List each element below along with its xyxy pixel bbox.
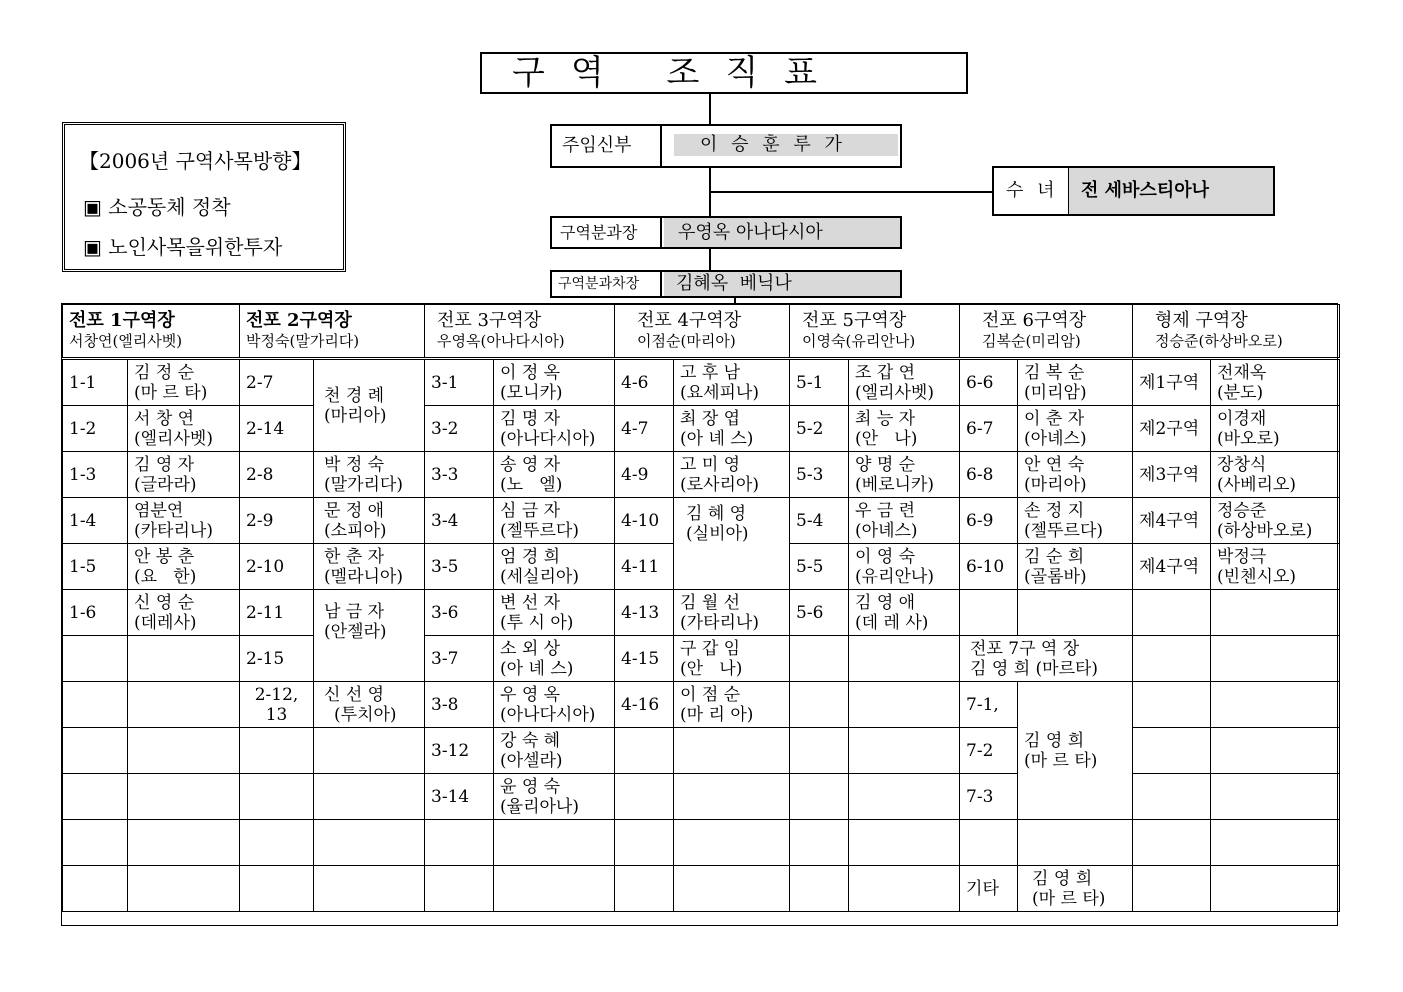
- empty-cell: [494, 820, 615, 866]
- empty-cell: [790, 866, 849, 912]
- chief-role: 구역분과장: [552, 218, 662, 247]
- nun-box: [992, 166, 1275, 216]
- empty-cell: [1211, 866, 1340, 912]
- district-number: 2-15: [240, 636, 314, 682]
- chief-name: 우영옥 아나다시아: [664, 218, 900, 247]
- empty-cell: [674, 728, 790, 774]
- member-cell: 한 춘 자 (멜라니아): [314, 544, 425, 590]
- district-number: 2-11: [240, 590, 314, 636]
- district-number: 7-2: [960, 728, 1018, 774]
- member-cell: 구 갑 임 (안 나): [674, 636, 790, 682]
- member-cell: 신 선 영 (투치아): [314, 682, 425, 728]
- table-row: [63, 498, 1340, 544]
- member-cell: 변 선 자 (투 시 아): [494, 590, 615, 636]
- empty-cell: [790, 682, 849, 728]
- district-number: 4-9: [615, 452, 674, 498]
- district-number: 5-2: [790, 406, 849, 452]
- district-7-header: 전포 7구 역 장 김 영 희 (마르타): [960, 636, 1133, 682]
- page-title: 구역 조직표: [480, 52, 968, 94]
- district-table: [62, 304, 1340, 912]
- empty-cell: [128, 636, 240, 682]
- member-cell: 양 명 순 (베로니카): [849, 452, 960, 498]
- empty-cell: [1211, 590, 1340, 636]
- district-number: 4-11: [615, 544, 674, 590]
- empty-cell: [314, 866, 425, 912]
- empty-cell: [63, 682, 128, 728]
- empty-cell: [849, 820, 960, 866]
- empty-cell: [615, 866, 674, 912]
- member-cell: 박정극 (빈첸시오): [1211, 544, 1340, 590]
- district-number: 4-10: [615, 498, 674, 544]
- district-number: 1-3: [63, 452, 128, 498]
- district-number: 6-7: [960, 406, 1018, 452]
- empty-cell: [63, 774, 128, 820]
- empty-cell: [1211, 820, 1340, 866]
- table-row: [63, 636, 1340, 682]
- district-number: 4-7: [615, 406, 674, 452]
- vice-chief-name: 김혜옥 베닉나: [664, 272, 900, 296]
- empty-cell: [425, 866, 494, 912]
- district-number: 2-9: [240, 498, 314, 544]
- member-cell: 김 순 희 (골롬바): [1018, 544, 1133, 590]
- district-number: 3-8: [425, 682, 494, 728]
- nun-name: 전 세바스티아나: [1068, 168, 1273, 214]
- header-row: [63, 305, 1340, 359]
- empty-cell: [240, 728, 314, 774]
- table-row: [63, 820, 1340, 866]
- district-number: 2-12, 13: [240, 682, 314, 728]
- district-number: 7-1,: [960, 682, 1018, 728]
- connector-line: [709, 94, 711, 124]
- member-cell: 김 월 선 (가타리나): [674, 590, 790, 636]
- district-number: 1-5: [63, 544, 128, 590]
- member-cell: 이 점 순 (마 리 아): [674, 682, 790, 728]
- member-cell: 강 숙 혜 (아셀라): [494, 728, 615, 774]
- district-number: 1-1: [63, 359, 128, 406]
- member-cell: 고 후 남 (요세피나): [674, 359, 790, 406]
- table-row: [63, 774, 1340, 820]
- direction-item: ▣ 노인사목을위한투자: [83, 235, 283, 259]
- empty-cell: [425, 820, 494, 866]
- district-number: 6-8: [960, 452, 1018, 498]
- member-cell: 안 봉 춘 (요 한): [128, 544, 240, 590]
- member-cell: 조 갑 연 (엘리사벳): [849, 359, 960, 406]
- district-number: 3-6: [425, 590, 494, 636]
- member-cell: 윤 영 숙 (율리아나): [494, 774, 615, 820]
- empty-cell: [615, 774, 674, 820]
- connector-line: [734, 297, 736, 304]
- empty-cell: [1211, 774, 1340, 820]
- vice-chief-box: [550, 270, 902, 298]
- member-cell: 김 혜 영 (실비아): [674, 498, 790, 590]
- district-number: 7-3: [960, 774, 1018, 820]
- empty-cell: [1133, 728, 1211, 774]
- empty-cell: [240, 774, 314, 820]
- district-number: 4-13: [615, 590, 674, 636]
- empty-cell: [63, 820, 128, 866]
- empty-cell: [960, 820, 1018, 866]
- empty-cell: [1133, 774, 1211, 820]
- district-number: 4-6: [615, 359, 674, 406]
- member-cell: 김 영 자 (글라라): [128, 452, 240, 498]
- empty-cell: [63, 636, 128, 682]
- chief-box: [550, 216, 902, 249]
- pastor-box: [550, 124, 902, 168]
- district-number: 3-1: [425, 359, 494, 406]
- empty-cell: [63, 866, 128, 912]
- column-header: 전포 3구역장 우영옥(아나다시아): [425, 305, 615, 359]
- direction-item: ▣ 소공동체 정착: [83, 195, 231, 219]
- vice-chief-role: 구역분과차장: [552, 272, 662, 296]
- member-cell: 전재옥 (분도): [1211, 359, 1340, 406]
- member-cell: 이 춘 자 (아녜스): [1018, 406, 1133, 452]
- member-cell: 김 복 순 (미리암): [1018, 359, 1133, 406]
- district-number: 6-10: [960, 544, 1018, 590]
- empty-cell: [63, 728, 128, 774]
- member-cell: 심 금 자 (젤뚜르다): [494, 498, 615, 544]
- direction-box: [62, 122, 346, 272]
- empty-cell: [128, 774, 240, 820]
- empty-cell: [790, 774, 849, 820]
- empty-cell: [790, 728, 849, 774]
- table-row: [63, 682, 1340, 728]
- member-cell: 문 정 애 (소피아): [314, 498, 425, 544]
- member-cell: 천 경 례 (마리아): [314, 359, 425, 452]
- member-cell: 박 정 숙 (말가리다): [314, 452, 425, 498]
- district-number: 4-16: [615, 682, 674, 728]
- member-cell: 이경재 (바오로): [1211, 406, 1340, 452]
- nun-role: 수 녀: [1006, 180, 1059, 201]
- member-cell: 이 영 숙 (유리안나): [849, 544, 960, 590]
- member-cell: 김 영 애 (데 레 사): [849, 590, 960, 636]
- member-cell: 안 연 숙 (마리아): [1018, 452, 1133, 498]
- empty-cell: [790, 820, 849, 866]
- checkbox-icon: ▣: [83, 235, 109, 259]
- district-number: 제3구역: [1133, 452, 1211, 498]
- empty-cell: [1211, 636, 1340, 682]
- empty-cell: [615, 820, 674, 866]
- member-cell: 송 영 자 (노 엘): [494, 452, 615, 498]
- district-number: 2-14: [240, 406, 314, 452]
- member-cell: 우 금 련 (아녜스): [849, 498, 960, 544]
- column-header: 전포 1구역장 서창연(엘리사벳): [63, 305, 240, 359]
- member-cell: 염분연 (카타리나): [128, 498, 240, 544]
- district-number: 3-2: [425, 406, 494, 452]
- empty-cell: [1133, 682, 1211, 728]
- member-cell: 최 장 엽 (아 녜 스): [674, 406, 790, 452]
- pastor-name: 이 승 훈 루 가: [674, 134, 898, 156]
- pastor-role: 주임신부: [552, 126, 662, 166]
- member-cell: 신 영 순 (데레사): [128, 590, 240, 636]
- column-header: 전포 5구역장 이영숙(유리안나): [790, 305, 960, 359]
- empty-cell: [849, 774, 960, 820]
- district-number: 5-3: [790, 452, 849, 498]
- district-number: 2-10: [240, 544, 314, 590]
- district-number: 3-4: [425, 498, 494, 544]
- column-header: 전포 4구역장 이점순(마리아): [615, 305, 790, 359]
- empty-cell: [849, 636, 960, 682]
- district-number: 3-14: [425, 774, 494, 820]
- district-number: 3-3: [425, 452, 494, 498]
- empty-cell: [240, 866, 314, 912]
- member-cell: 손 정 지 (젤뚜르다): [1018, 498, 1133, 544]
- column-header: 전포 6구역장 김복순(미리암): [960, 305, 1133, 359]
- empty-cell: [960, 590, 1018, 636]
- table-row: [63, 590, 1340, 636]
- empty-cell: [128, 820, 240, 866]
- table-row: [63, 728, 1340, 774]
- district-number: 제2구역: [1133, 406, 1211, 452]
- district-number: 1-4: [63, 498, 128, 544]
- member-cell: 김 영 희 (마 르 타): [1018, 866, 1133, 912]
- empty-cell: [1133, 590, 1211, 636]
- district-number: 제4구역: [1133, 498, 1211, 544]
- empty-cell: [1018, 820, 1133, 866]
- checkbox-icon: ▣: [83, 195, 109, 219]
- empty-cell: [790, 636, 849, 682]
- empty-cell: [314, 774, 425, 820]
- member-cell: 고 미 영 (로사리아): [674, 452, 790, 498]
- table-row: [63, 452, 1340, 498]
- table-row: [63, 359, 1340, 406]
- empty-cell: [128, 866, 240, 912]
- empty-cell: [674, 866, 790, 912]
- member-cell: 서 창 연 (엘리사벳): [128, 406, 240, 452]
- connector-line: [709, 248, 711, 271]
- member-cell: 엄 경 희 (세실리아): [494, 544, 615, 590]
- column-header: 형제 구역장 정승준(하상바오로): [1133, 305, 1340, 359]
- empty-cell: [1211, 682, 1340, 728]
- empty-cell: [1133, 820, 1211, 866]
- empty-cell: [314, 820, 425, 866]
- empty-cell: [128, 728, 240, 774]
- connector-line: [709, 191, 993, 193]
- member-cell: 소 외 상 (아 녜 스): [494, 636, 615, 682]
- member-cell: 김 정 순 (마 르 타): [128, 359, 240, 406]
- empty-cell: [615, 728, 674, 774]
- district-number: 6-6: [960, 359, 1018, 406]
- member-cell: 우 영 옥 (아나다시아): [494, 682, 615, 728]
- empty-cell: [1133, 636, 1211, 682]
- district-number: 5-5: [790, 544, 849, 590]
- empty-cell: [849, 682, 960, 728]
- district-number: 4-15: [615, 636, 674, 682]
- empty-cell: [494, 866, 615, 912]
- empty-cell: [1211, 728, 1340, 774]
- empty-cell: [240, 820, 314, 866]
- member-cell: 최 능 자 (안 나): [849, 406, 960, 452]
- empty-cell: [849, 728, 960, 774]
- district-number: 3-7: [425, 636, 494, 682]
- district-number: 2-8: [240, 452, 314, 498]
- empty-cell: [1133, 866, 1211, 912]
- empty-cell: [128, 682, 240, 728]
- district-number: 기타: [960, 866, 1018, 912]
- district-number: 2-7: [240, 359, 314, 406]
- member-cell: 김 명 자 (아나다시아): [494, 406, 615, 452]
- empty-cell: [849, 866, 960, 912]
- district-number: 제1구역: [1133, 359, 1211, 406]
- direction-title: 【2006년 구역사목방향】: [79, 149, 312, 173]
- district-number: 3-5: [425, 544, 494, 590]
- district-number: 제4구역: [1133, 544, 1211, 590]
- empty-cell: [1018, 590, 1133, 636]
- column-header: 전포 2구역장 박정숙(말가리다): [240, 305, 425, 359]
- district-number: 1-6: [63, 590, 128, 636]
- district-number: 5-6: [790, 590, 849, 636]
- member-cell: 김 영 희 (마 르 타): [1018, 682, 1133, 820]
- member-cell: 이 정 옥 (모니카): [494, 359, 615, 406]
- district-number: 5-4: [790, 498, 849, 544]
- member-cell: 장창식 (사베리오): [1211, 452, 1340, 498]
- empty-cell: [674, 820, 790, 866]
- table-row: [63, 406, 1340, 452]
- district-number: 6-9: [960, 498, 1018, 544]
- empty-cell: [314, 728, 425, 774]
- member-cell: 남 금 자 (안젤라): [314, 590, 425, 682]
- district-number: 1-2: [63, 406, 128, 452]
- district-number: 5-1: [790, 359, 849, 406]
- empty-cell: [674, 774, 790, 820]
- table-row: [63, 866, 1340, 912]
- district-number: 3-12: [425, 728, 494, 774]
- member-cell: 정승준 (하상바오로): [1211, 498, 1340, 544]
